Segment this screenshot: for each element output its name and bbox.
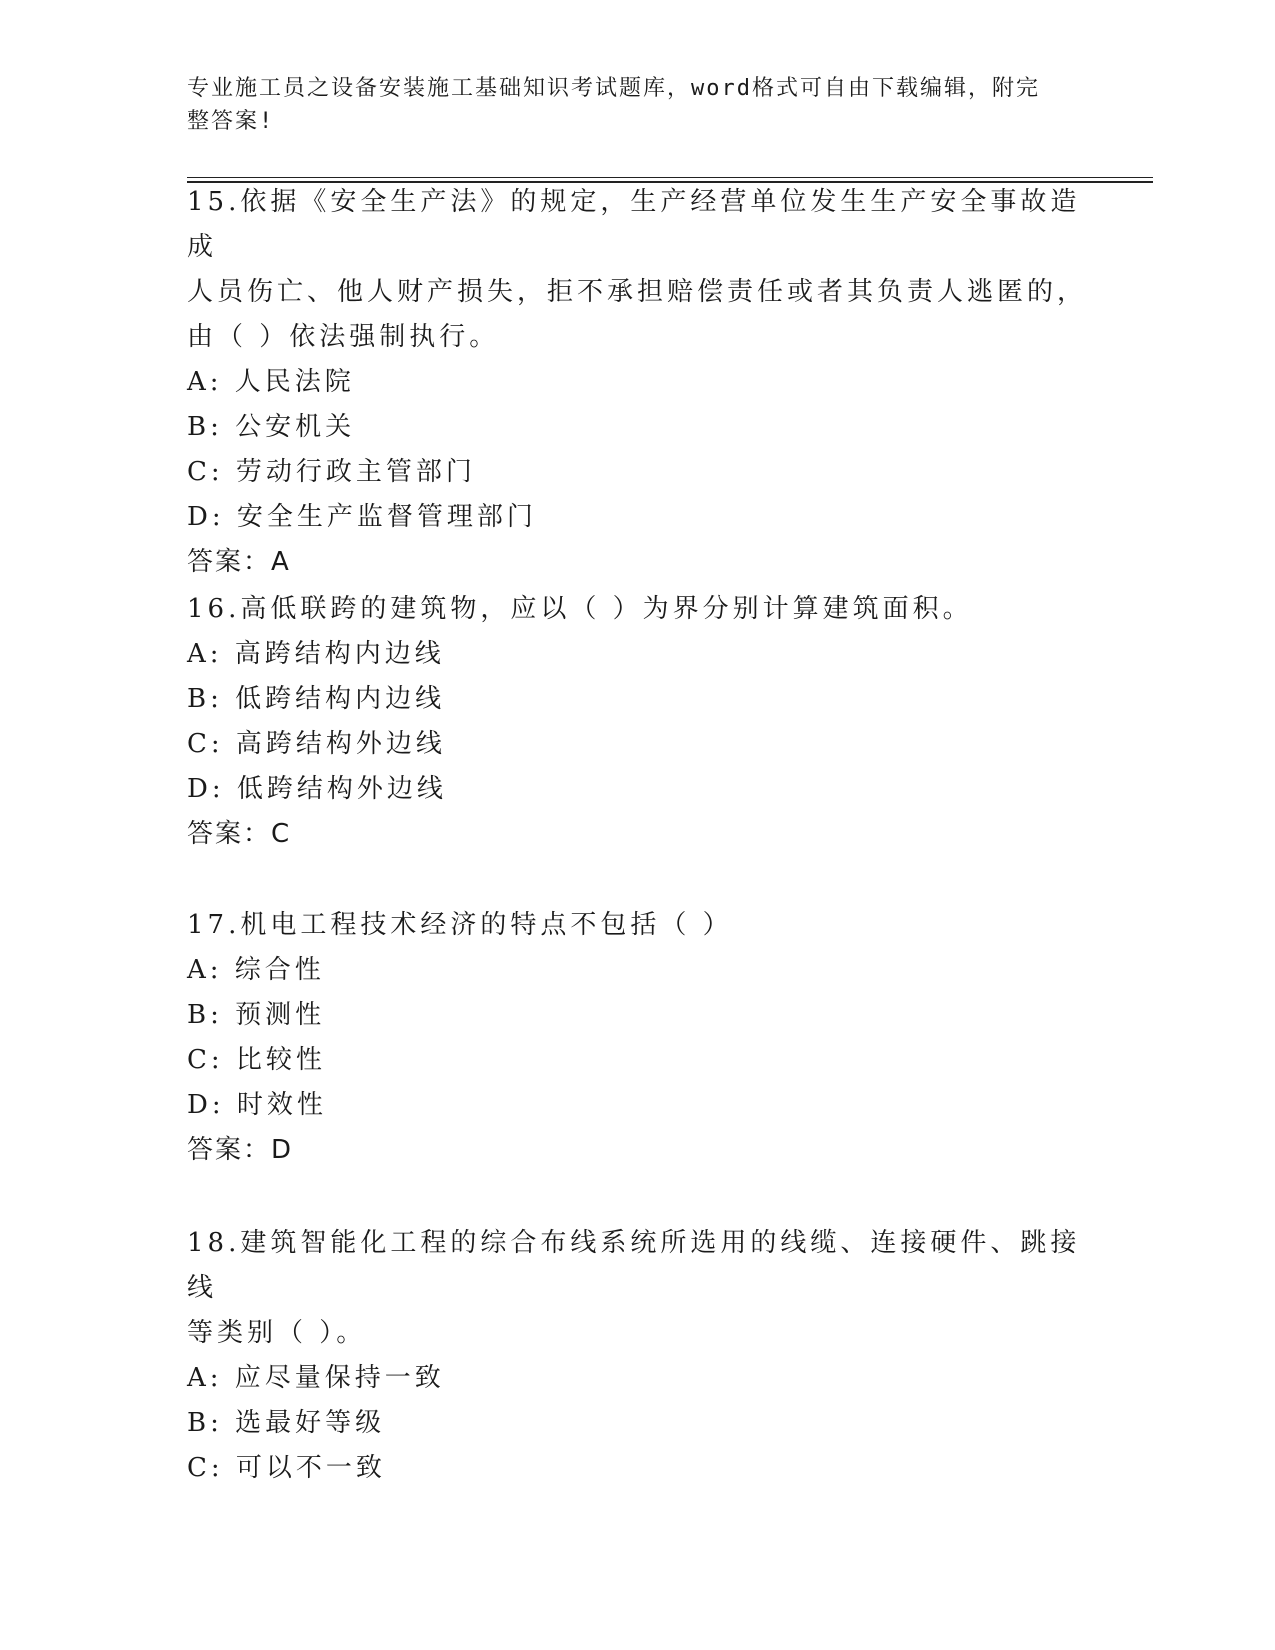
question-17	[187, 903, 1087, 1173]
option-c: C: 高跨结构外边线	[187, 729, 446, 759]
question-15	[187, 180, 1087, 585]
header-line-1: 专业施工员之设备安装施工基础知识考试题库，word格式可自由下载编辑，附完	[187, 76, 1040, 101]
option-a: A: 人民法院	[187, 367, 355, 397]
answer: 答案：D	[187, 1135, 294, 1165]
question-stem-line: 人员伤亡、他人财产损失，拒不承担赔偿责任或者其负责人逃匿的，	[187, 277, 1088, 307]
answer: 答案：C	[187, 819, 292, 849]
option-d: D: 安全生产监督管理部门	[187, 502, 537, 532]
question-stem-line: 等类别（ ）。	[187, 1318, 367, 1348]
option-b: B: 低跨结构内边线	[187, 684, 446, 714]
question-stem-line: 由（ ）依法强制执行。	[187, 322, 500, 352]
option-b: B: 公安机关	[187, 412, 356, 442]
document-header	[187, 72, 1087, 138]
option-c: C: 可以不一致	[187, 1453, 386, 1483]
option-d: D: 时效性	[187, 1090, 327, 1120]
answer: 答案：A	[187, 547, 291, 577]
option-a: A: 综合性	[187, 955, 325, 985]
option-c: C: 劳动行政主管部门	[187, 457, 476, 487]
question-16	[187, 587, 1087, 857]
option-a: A: 高跨结构内边线	[187, 639, 445, 669]
header-line-2: 整答案!	[187, 109, 275, 134]
option-b: B: 预测性	[187, 1000, 326, 1030]
option-c: C: 比较性	[187, 1045, 326, 1075]
option-d: D: 低跨结构外边线	[187, 774, 447, 804]
question-18	[187, 1221, 1087, 1491]
question-stem-line: 17.机电工程技术经济的特点不包括（ ）	[187, 910, 733, 940]
question-stem-line: 16.高低联跨的建筑物，应以（ ）为界分别计算建筑面积。	[187, 594, 973, 624]
question-stem-line: 15.依据《安全生产法》的规定，生产经营单位发生生产安全事故造成	[187, 187, 1081, 262]
header-divider-thin	[187, 177, 1153, 178]
option-a: A: 应尽量保持一致	[187, 1363, 445, 1393]
option-b: B: 选最好等级	[187, 1408, 386, 1438]
question-stem-line: 18.建筑智能化工程的综合布线系统所选用的线缆、连接硬件、跳接线	[187, 1228, 1081, 1303]
